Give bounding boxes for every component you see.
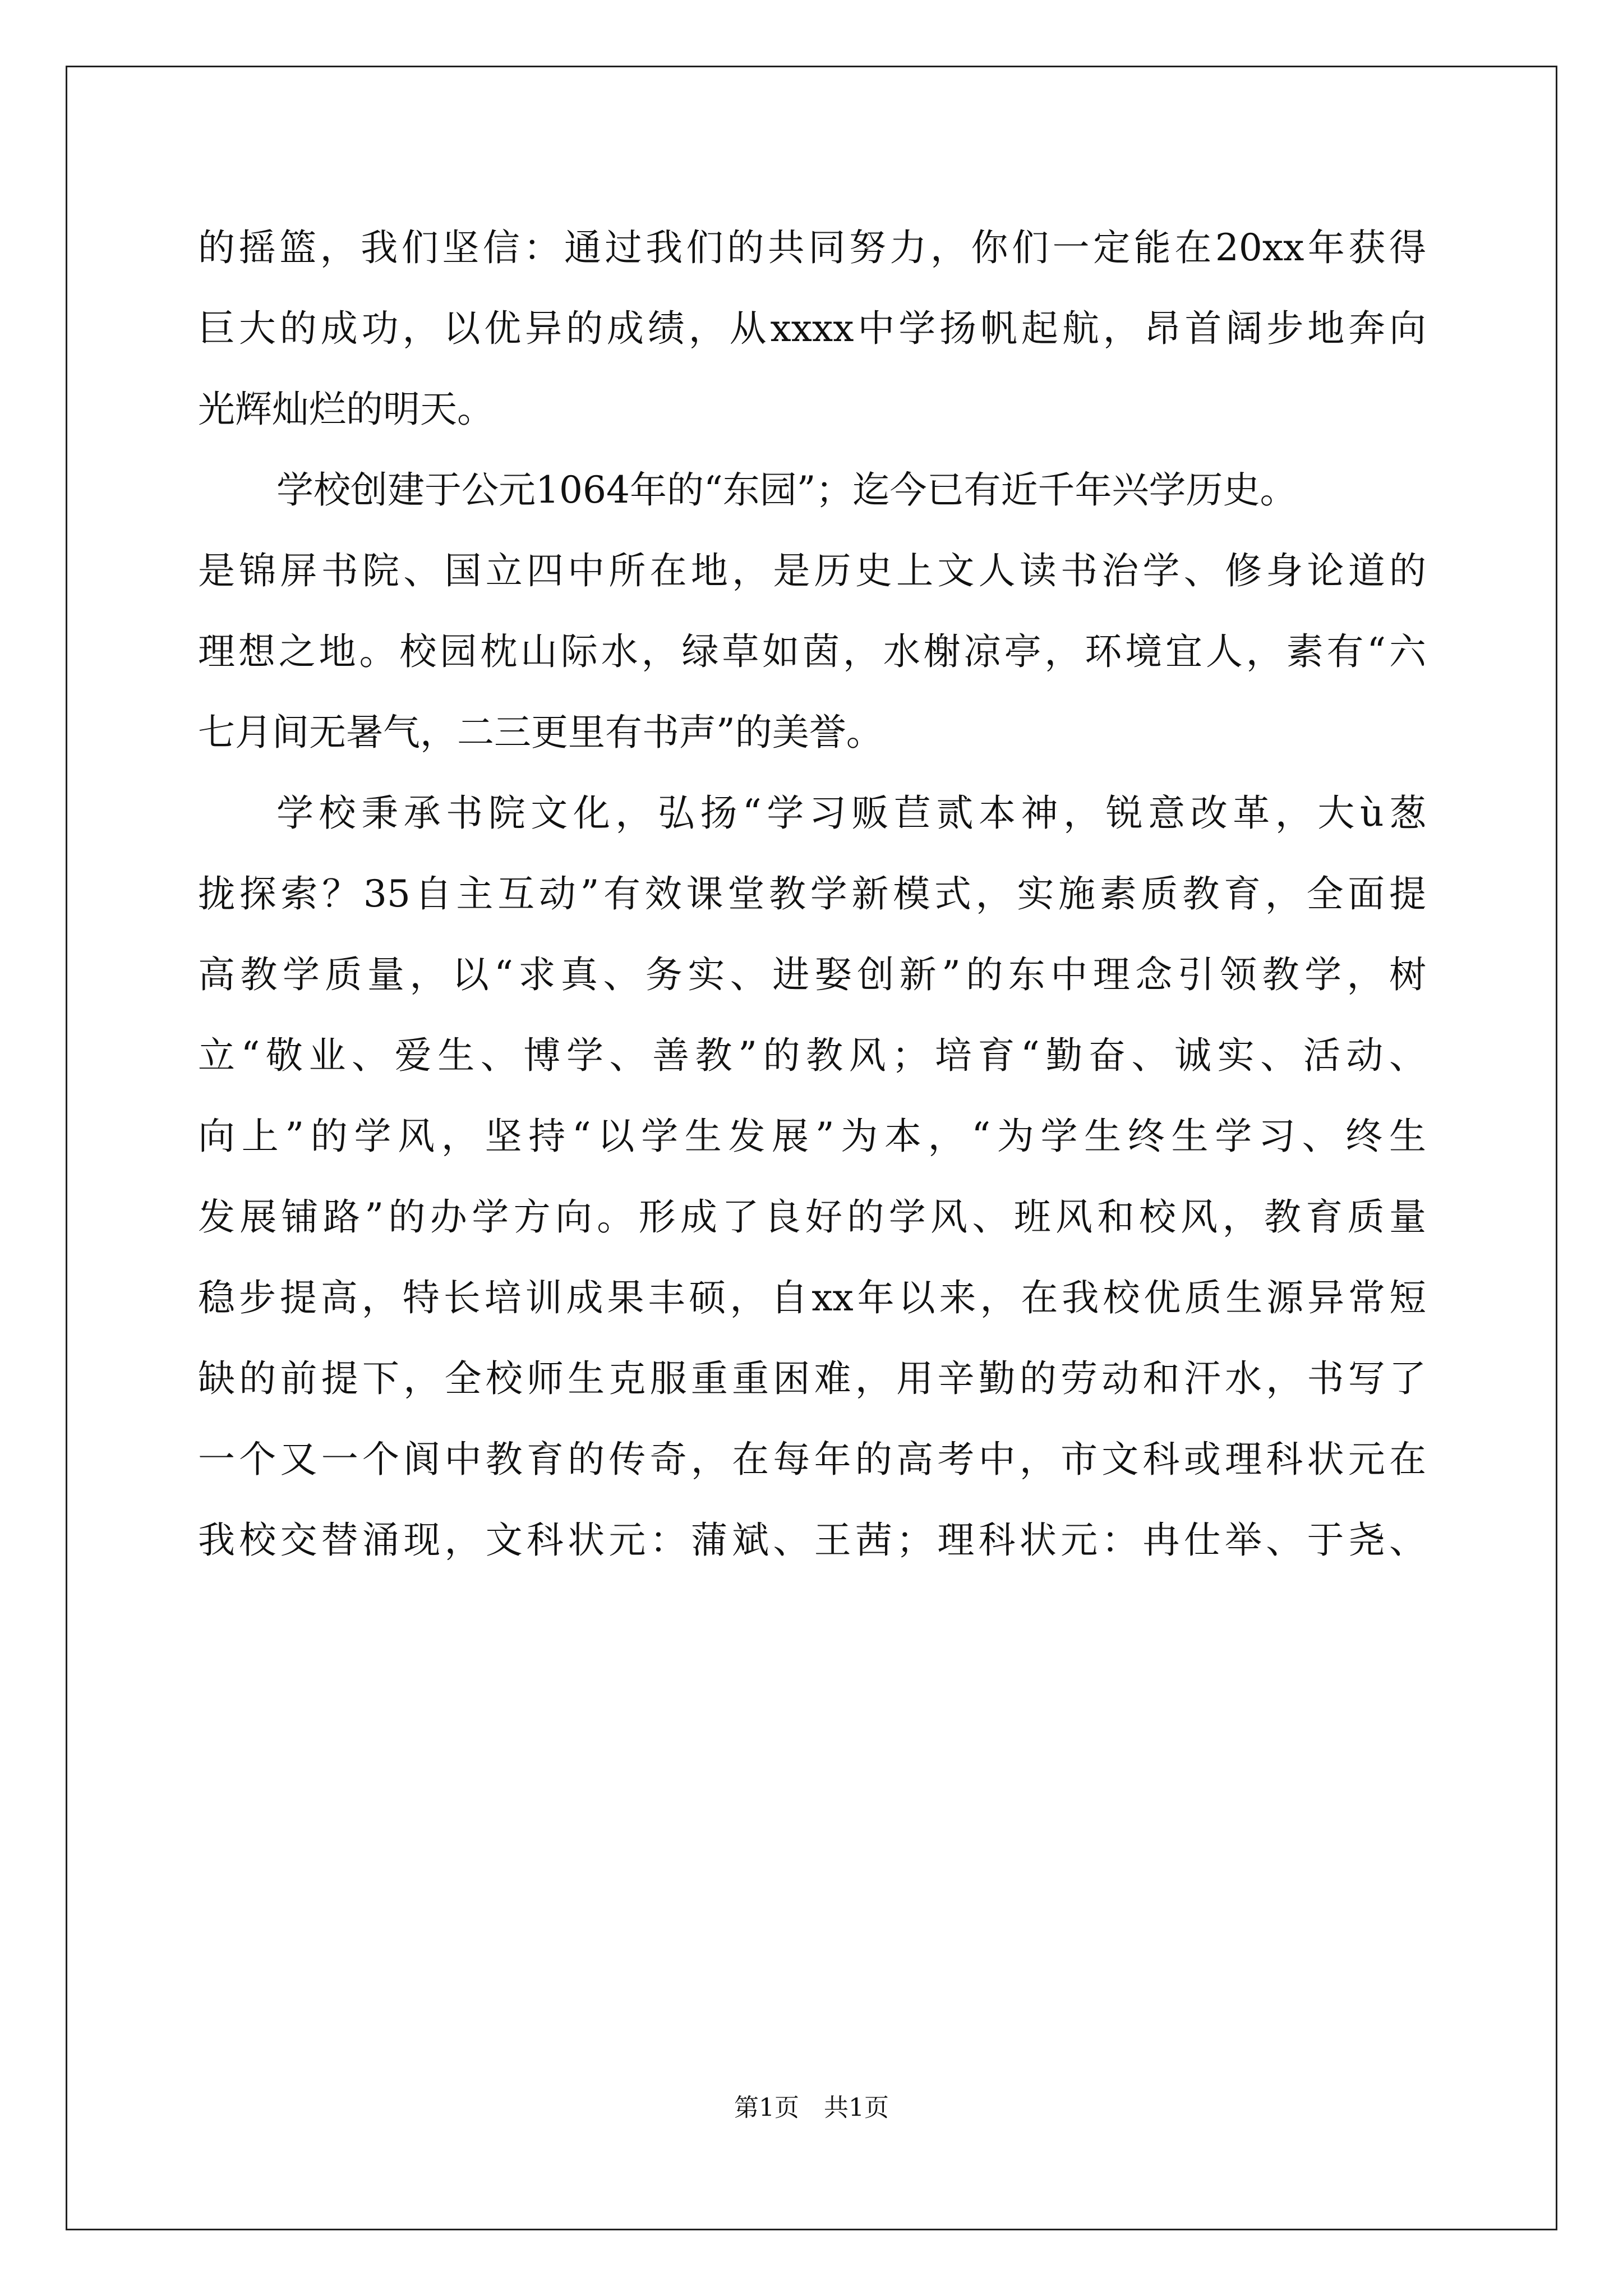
- page-total: 共1页: [824, 2093, 889, 2122]
- document-body: [198, 208, 1426, 1581]
- text-line: 发展铺路”的办学方向。形成了良好的学风、班风和校风，教育质量: [198, 1195, 1426, 1239]
- text-line: 立“敬业、爱生、博学、善教”的教风；培育“勤奋、诚实、活动、: [198, 1034, 1426, 1077]
- text-line: 拢探索？35自主互动”有效课堂教学新模式，实施素质教育，全面提: [198, 872, 1426, 915]
- text-line: 高教学质量，以“求真、务实、进娶创新”的东中理念引领教学，树: [198, 953, 1426, 996]
- text-line: 理想之地。校园枕山际水，绿草如茵，水榭凉亭，环境宜人，素有“六: [198, 630, 1426, 673]
- text-line: 学校秉承书院文化，弘扬“学习贩苣贰本神，锐意改革，大ù葱: [276, 792, 1426, 835]
- text-line: 缺的前提下，全校师生克服重重困难，用辛勤的劳动和汗水，书写了: [198, 1357, 1426, 1400]
- text-line: 七月间无暑气，二三更里有书声”的美誉。: [198, 711, 883, 754]
- text-line: 巨大的成功，以优异的成绩，从xxxx中学扬帆起航，昂首阔步地奔向: [198, 307, 1426, 350]
- text-line: 是锦屏书院、国立四中所在地，是历史上文人读书治学、修身论道的: [198, 549, 1426, 592]
- text-line: 学校创建于公元1064年的“东园”；迄今已有近千年兴学历史。: [276, 468, 1297, 512]
- page-number: 第1页: [734, 2093, 799, 2122]
- text-line: 我校交替涌现，文科状元：蒲斌、王茜；理科状元：冉仕举、于尧、: [198, 1519, 1426, 1562]
- page-footer: [0, 2091, 1623, 2125]
- text-line: 的摇篮，我们坚信：通过我们的共同努力，你们一定能在20xx年获得: [198, 226, 1426, 269]
- text-line: 向上”的学风，坚持“以学生发展”为本，“为学生终生学习、终生: [198, 1115, 1426, 1158]
- text-line: 光辉灿烂的明天。: [198, 388, 494, 431]
- text-line: 一个又一个阆中教育的传奇，在每年的高考中，市文科或理科状元在: [198, 1438, 1426, 1481]
- text-line: 稳步提高，特长培训成果丰硕，自xx年以来，在我校优质生源异常短: [198, 1276, 1426, 1319]
